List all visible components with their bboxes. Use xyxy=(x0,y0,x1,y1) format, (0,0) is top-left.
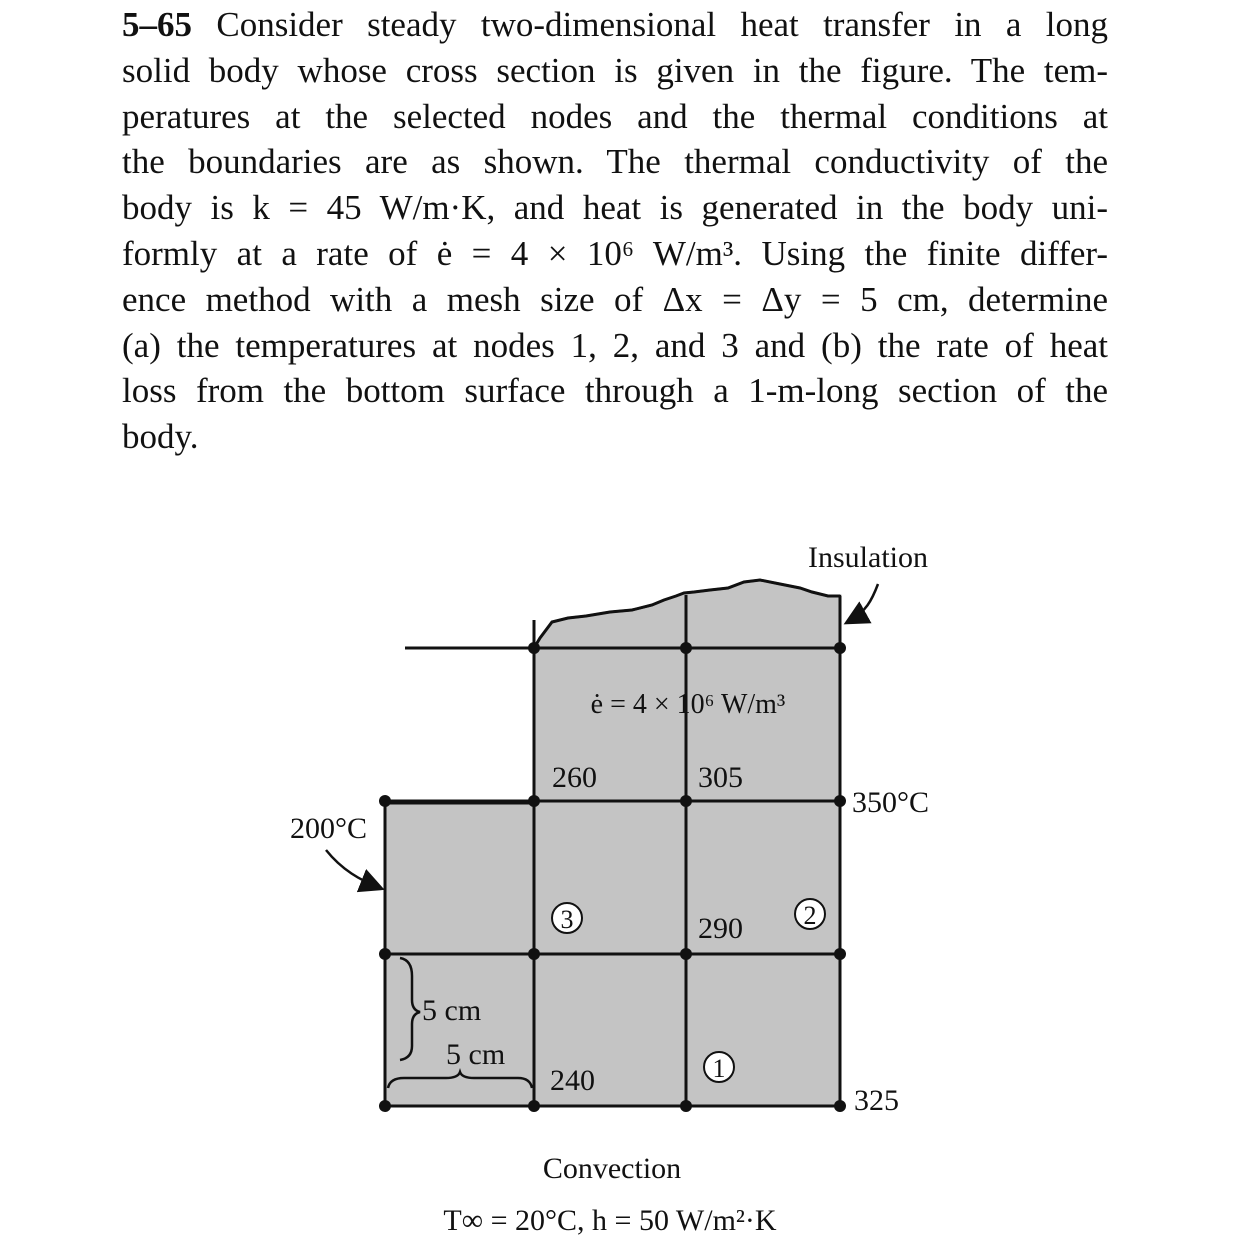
node-dot xyxy=(528,795,540,807)
problem-line-10: body. xyxy=(122,417,199,457)
insulation-label: Insulation xyxy=(808,541,928,574)
temp-240-label: 240 xyxy=(550,1064,595,1097)
node-1-number: 1 xyxy=(712,1054,726,1083)
convection-conditions: T∞ = 20°C, h = 50 W/m²·K xyxy=(443,1204,777,1237)
node-dot xyxy=(680,948,692,960)
temp-305-label: 305 xyxy=(698,761,743,794)
node-dot xyxy=(680,795,692,807)
node-dot xyxy=(834,642,846,654)
node-dot xyxy=(834,1100,846,1112)
node-3-marker xyxy=(552,903,582,934)
left-boundary-arrow xyxy=(326,850,380,888)
temp-325-label: 325 xyxy=(854,1084,899,1117)
problem-line-3: peratures at the selected nodes and the thermal conditions at xyxy=(122,96,1108,136)
temp-290-label: 290 xyxy=(698,912,743,945)
node-dot xyxy=(379,948,391,960)
problem-number: 5–65 xyxy=(122,5,192,44)
problem-line-7: ence method with a mesh size of Δx = Δy = 5 cm, determine xyxy=(122,279,1108,319)
node-dot xyxy=(528,642,540,654)
solid-body xyxy=(385,580,840,1106)
right-boundary-temp: 350°C xyxy=(852,786,930,819)
node-2-number: 2 xyxy=(803,901,817,930)
problem-line-4: the boundaries are as shown. The thermal conductivity of the xyxy=(122,142,1108,182)
node-dot xyxy=(379,1100,391,1112)
problem-line-8: (a) the temperatures at nodes 1, 2, and 3 and (b) the rate of heat xyxy=(122,325,1108,365)
node-dot xyxy=(834,948,846,960)
node-dot xyxy=(528,1100,540,1112)
insulation-arrow xyxy=(848,584,878,622)
heat-generation-label: ė = 4 × 10⁶ W/m³ xyxy=(590,689,786,720)
node-dot xyxy=(379,795,391,807)
problem-line-5: body is k = 45 W/m·K, and heat is generated in the body uni- xyxy=(122,188,1108,228)
node-dot xyxy=(834,795,846,807)
node-dot xyxy=(528,948,540,960)
problem-line-6: formly at a rate of ė = 4 × 10⁶ W/m³. Using the finite differ- xyxy=(122,233,1108,273)
dy-label: 5 cm xyxy=(422,994,482,1027)
node-2-marker xyxy=(795,899,825,930)
node-1-marker xyxy=(704,1052,734,1083)
dx-label: 5 cm xyxy=(446,1038,506,1071)
node-3-number: 3 xyxy=(560,905,574,934)
node-dot xyxy=(680,1100,692,1112)
left-boundary-temp: 200°C xyxy=(290,812,368,845)
problem-line-9: loss from the bottom surface through a 1-m-long section of the xyxy=(122,371,1108,411)
node-dot xyxy=(680,642,692,654)
problem-line-2: solid body whose cross section is given in the figure. The tem- xyxy=(122,50,1108,90)
convection-label: Convection xyxy=(542,1152,682,1185)
temp-260-label: 260 xyxy=(552,761,597,794)
problem-line-1-text: Consider steady two-dimensional heat transfer in a long xyxy=(216,5,1108,44)
